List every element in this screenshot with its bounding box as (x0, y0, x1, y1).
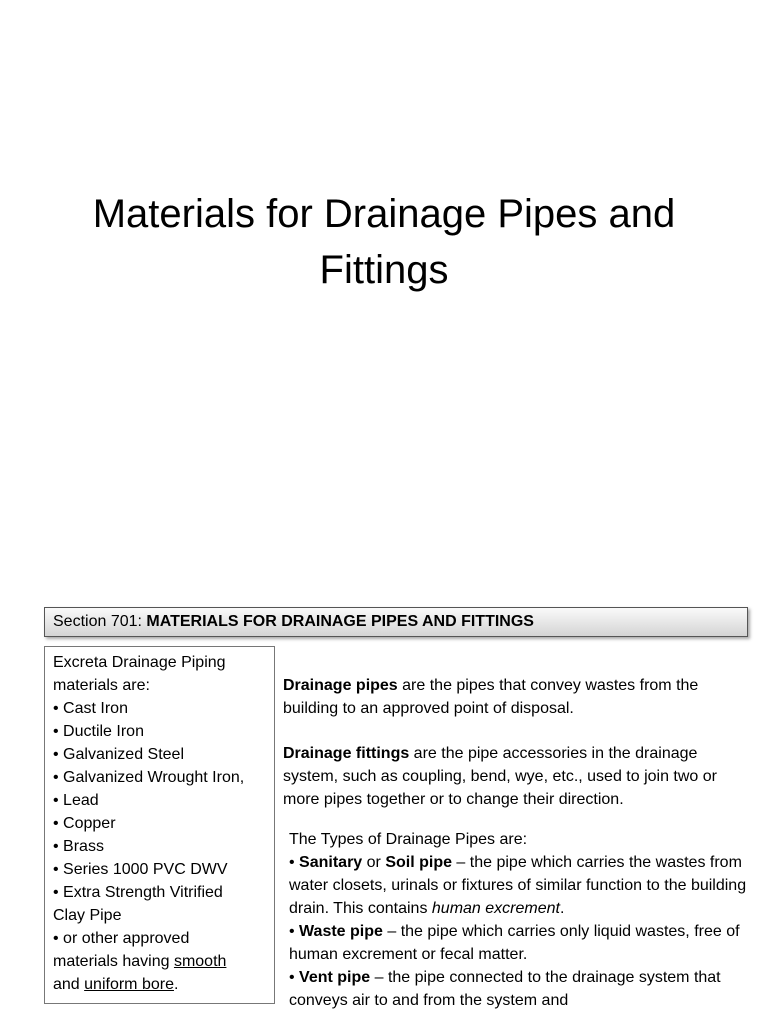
sanitary-pipe-item (289, 851, 749, 920)
materials-text: and (53, 976, 85, 993)
slide-title (30, 186, 738, 298)
sanitary-text: – the pipe which carries the wastes from water closets, urinals or fixtures of similar function to the building drain. This contains (289, 854, 747, 917)
list-item: • or other approved (53, 930, 190, 947)
list-item: • Extra Strength Vitrified (53, 884, 223, 901)
pipe-types-section (289, 828, 749, 1012)
human-excrement-italic: human excrement (431, 900, 560, 917)
uniform-bore-underlined: uniform bore (84, 976, 174, 993)
waste-pipe-term: Waste pipe (299, 923, 383, 940)
materials-last-line-1 (53, 950, 274, 973)
materials-period: . (173, 976, 179, 993)
title-line-2: Fittings (319, 248, 449, 292)
list-item: Clay Pipe (53, 907, 122, 924)
waste-pipe-item (289, 920, 749, 966)
sanitary-period: . (559, 900, 565, 917)
list-item: • Lead (53, 792, 99, 809)
bullet: • (289, 969, 300, 986)
section-heading: MATERIALS FOR DRAINAGE PIPES AND FITTINGS (146, 613, 534, 630)
materials-last-line-2 (53, 973, 274, 996)
section-prefix: Section 701: (53, 613, 147, 630)
soil-pipe-term: Soil pipe (385, 854, 452, 871)
vent-pipe-term: Vent pipe (299, 969, 371, 986)
materials-list (53, 697, 274, 950)
section-header-bar (44, 607, 748, 637)
list-item: • Series 1000 PVC DWV (53, 861, 228, 878)
list-item: • Brass (53, 838, 104, 855)
title-line-1: Materials for Drainage Pipes and (92, 192, 676, 236)
drainage-fittings-definition (283, 742, 753, 811)
drainage-fittings-text: are the pipe accessories in the drainage system, such as coupling, bend, wye, etc., used to join two or more pipes together or to change their direction. (283, 745, 717, 808)
drainage-fittings-term: Drainage fittings (283, 745, 410, 762)
smooth-underlined: smooth (173, 953, 227, 970)
list-item: • Galvanized Wrought Iron, (53, 769, 245, 786)
list-item: • Galvanized Steel (53, 746, 185, 763)
drainage-pipes-term: Drainage pipes (283, 677, 398, 694)
materials-intro-line-1: Excreta Drainage Piping (53, 654, 226, 671)
materials-text: materials having (53, 953, 174, 970)
vent-pipe-item (289, 966, 749, 1012)
sanitary-term: Sanitary (299, 854, 363, 871)
drainage-pipes-text: are the pipes that convey wastes from the building to an approved point of disposal. (283, 677, 699, 717)
materials-list-box (44, 646, 275, 1004)
bullet: • (289, 854, 300, 871)
materials-intro-line-2: materials are: (53, 677, 150, 694)
list-item: • Cast Iron (53, 700, 128, 717)
drainage-pipes-definition (283, 674, 753, 720)
list-item: • Ductile Iron (53, 723, 144, 740)
vent-text: – the pipe connected to the drainage system that conveys air to and from the system and (289, 969, 721, 1009)
connector-text: or (362, 854, 386, 871)
bullet: • (289, 923, 300, 940)
waste-text: – the pipe which carries only liquid wastes, free of human excrement or fecal matter. (289, 923, 740, 963)
list-item: • Copper (53, 815, 116, 832)
pipe-types-heading: The Types of Drainage Pipes are: (289, 831, 528, 848)
